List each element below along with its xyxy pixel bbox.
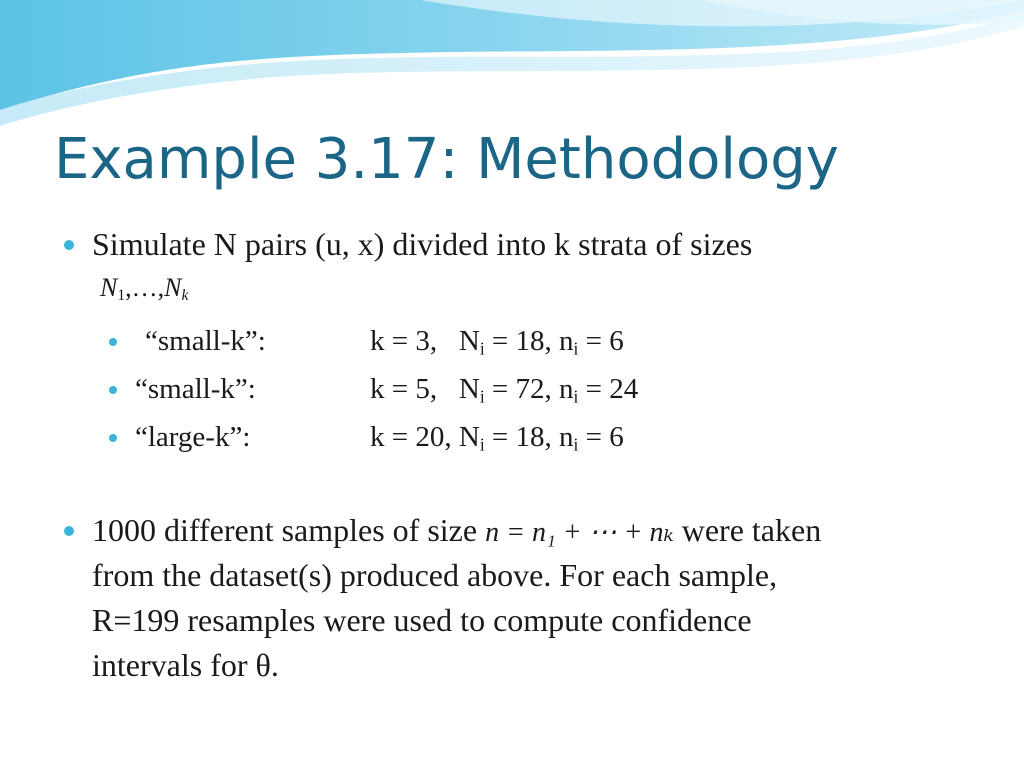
sub-bullet-2-values: k = 5, $N_i = 72$, $n_i = 24$ <box>370 373 639 407</box>
strata-sizes-formula: $N_1,\dots,N_k$ <box>100 273 189 304</box>
bullet-1-marker <box>64 240 74 250</box>
sample-size-formula: n = n₁ + ⋯ + nₖ <box>485 517 674 548</box>
bullet-1 <box>92 222 992 266</box>
sub-bullet-2-marker <box>109 386 117 394</box>
sub-bullet-1-label: “small-k”: <box>145 325 266 357</box>
bullet-2 <box>92 508 992 555</box>
sub-bullet-2-label: “small-k”: <box>135 373 256 405</box>
sub-bullet-3-values: k = 20, $N_i = 18$, $n_i = 6$ <box>370 421 624 455</box>
bullet-2-line-3: R=199 resamples were used to compute confidence <box>92 602 752 638</box>
header-wave-decoration <box>0 0 1024 140</box>
slide-title: Example 3.17: Methodology <box>54 127 839 192</box>
sub-bullet-1 <box>135 321 624 361</box>
sub-bullet-1-values: k = 3, $N_i = 18$, $n_i = 6$ <box>370 325 624 359</box>
sub-bullet-3-marker <box>109 434 117 442</box>
bullet-2-text-before: 1000 different samples of size <box>92 512 478 548</box>
sub-bullet-1-marker <box>109 338 117 346</box>
sub-bullet-2 <box>135 369 639 409</box>
bullet-2-line-4: intervals for θ. <box>92 647 279 683</box>
bullet-2-marker <box>64 526 74 536</box>
bullet-2-text-after: were taken <box>681 512 822 548</box>
sub-bullet-3-label: “large-k”: <box>135 421 251 453</box>
bullet-2-line-2: from the dataset(s) produced above. For each sample, <box>92 557 778 593</box>
sub-bullet-3 <box>135 417 624 457</box>
bullet-1-text: Simulate N pairs (u, x) divided into k strata of sizes <box>92 226 753 262</box>
